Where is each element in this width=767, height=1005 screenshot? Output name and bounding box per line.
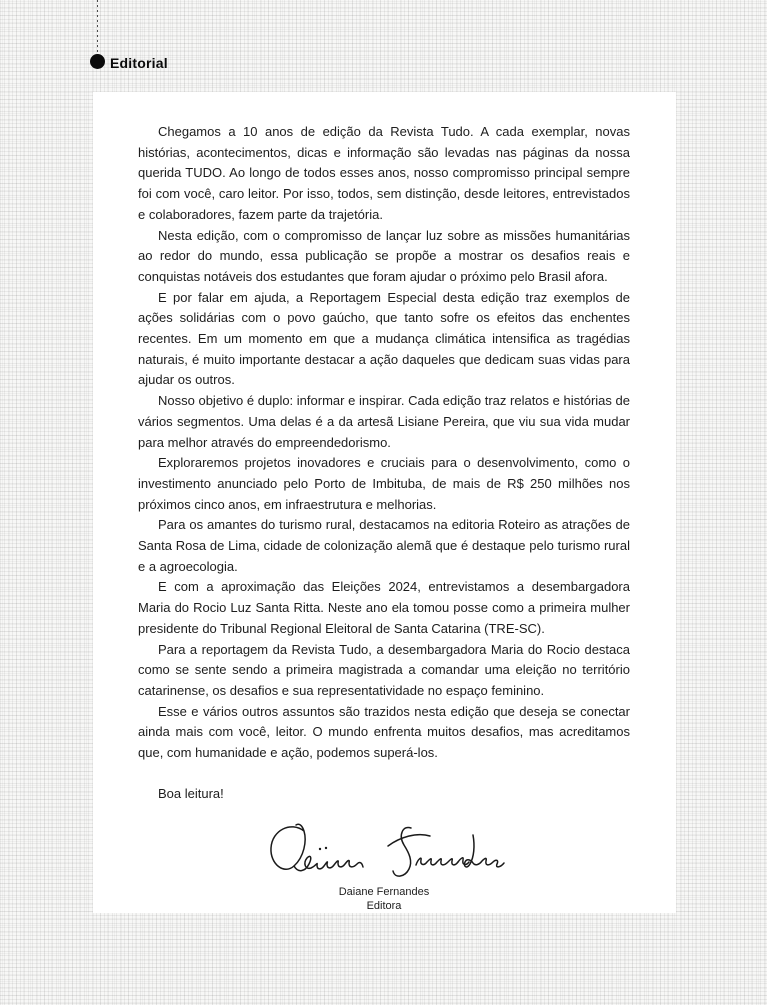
editorial-paragraph: Exploraremos projetos inovadores e cruciais para o desenvolvimento, como o investimento anunciado pelo Porto de Imbituba, de mais de R$ 250 milhões nos próximos cinco anos, em infraestrutura e melhorias. — [138, 455, 630, 512]
editorial-paragraph: Nesta edição, com o compromisso de lançar luz sobre as missões humanitárias ao redor do mundo, essa publicação se propõe a mostrar os desafios reais e conquistas notáveis dos estudantes que foram ajudar o próximo pelo Brasil afora. — [138, 227, 630, 284]
editorial-paragraph: Nosso objetivo é duplo: informar e inspirar. Cada edição traz relatos e histórias de vários segmentos. Uma delas é a da artesã Lisiane Pereira, que viu sua vida mudar para melhor através do empreendedorismo. — [138, 393, 630, 450]
editorial-paragraph: Para a reportagem da Revista Tudo, a desembargadora Maria do Rocio destaca como se sente sendo a primeira magistrada a comandar uma eleição no território catarinense, os desafios e sua representatividade no espaço feminino. — [138, 641, 630, 698]
signature-role: Editora — [366, 900, 402, 913]
editorial-paragraph: E por falar em ajuda, a Reportagem Especial desta edição traz exemplos de ações solidárias com o povo gaúcho, que tanto sofre os efeitos das enchentes recentes. Em um momento em que a mudança climática intensifica as tragédias naturais, é muito importante destacar a ação daqueles que dedicam suas vidas para ajudar os outros. — [138, 289, 630, 388]
editorial-sheet — [93, 92, 676, 913]
section-title: Editorial — [110, 55, 168, 71]
signature-image — [259, 819, 509, 885]
editorial-paragraph: Para os amantes do turismo rural, destacamos na editoria Roteiro as atrações de Santa Rosa de Lima, cidade de colonização alemã que é destaque pelo turismo rural e a agroecologia. — [138, 517, 630, 574]
signature-block — [138, 819, 630, 913]
editorial-paragraph: Chegamos a 10 anos de edição da Revista Tudo. A cada exemplar, novas histórias, acontecimentos, dicas e informação são levadas nas páginas da nossa querida TUDO. Ao longo de todos esses anos, nosso compromisso principal sempre foi com você, caro leitor. Por isso, todos, sem distinção, desde leitores, entrevistados e colaboradores, fazem parte da trajetória. — [138, 124, 630, 222]
editorial-paragraph: E com a aproximação das Eleições 2024, entrevistamos a desembargadora Maria do Rocio Luz Santa Ritta. Neste ano ela tomou posse como a primeira mulher presidente do Tribunal Regional Eleitoral de Santa Catarina (TRE-SC). — [138, 579, 630, 636]
leader-line — [97, 0, 98, 54]
editorial-paragraph: Esse e vários outros assuntos são trazidos nesta edição que deseja se conectar ainda mais com você, leitor. O mundo enfrenta muitos desafios, mas acreditamos que, com humanidade e ação, podemos superá-los. — [138, 703, 630, 761]
closing-line: Boa leitura! — [158, 786, 224, 802]
signature-name: Daiane Fernandes — [338, 886, 430, 899]
editorial-bullet-icon — [90, 54, 105, 69]
